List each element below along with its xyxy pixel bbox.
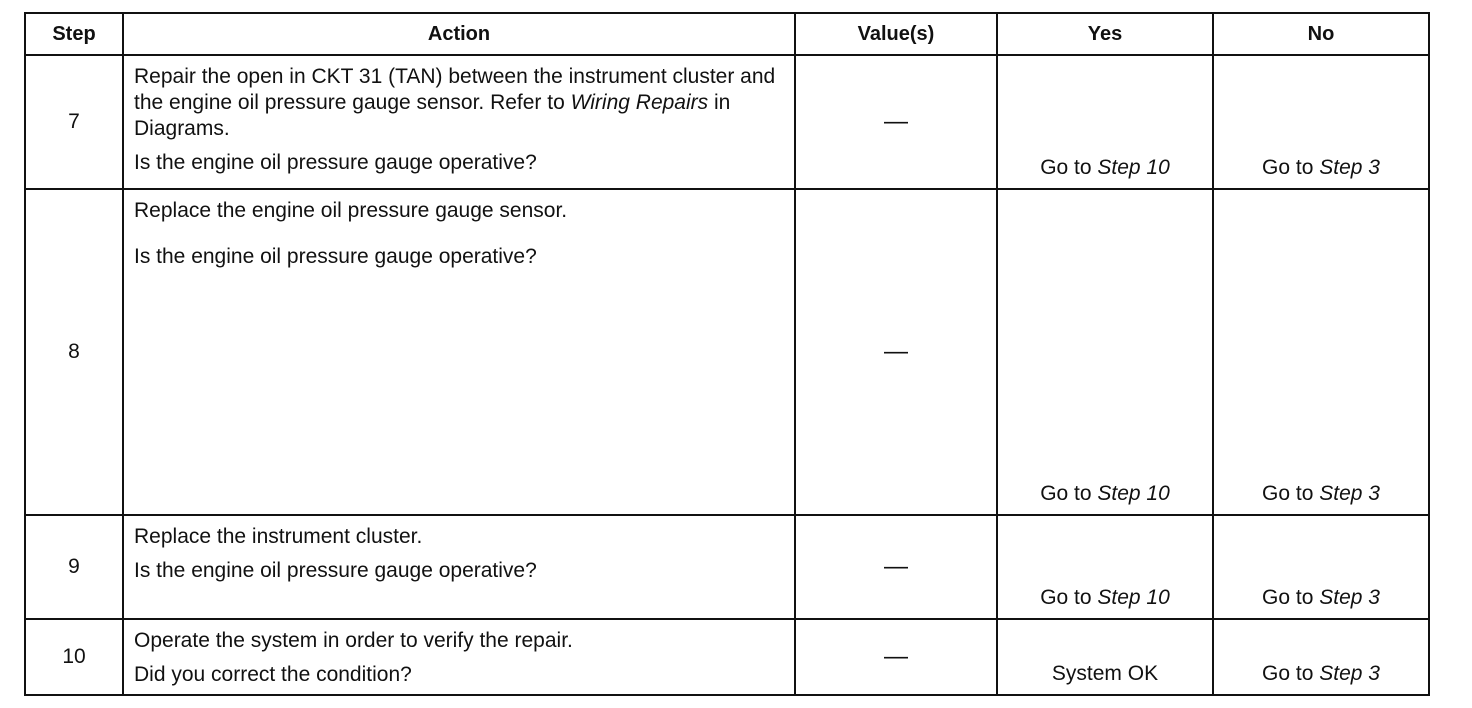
- value-cell: —: [795, 55, 997, 189]
- yes-step-link: Step 10: [1097, 156, 1170, 179]
- action-cell: [123, 189, 795, 515]
- table-row: [25, 619, 1429, 695]
- yes-text: Go to: [1040, 482, 1098, 505]
- action-text: Replace the instrument cluster.: [134, 525, 423, 548]
- action-question: Is the engine oil pressure gauge operative?: [134, 151, 537, 174]
- no-cell: [1213, 55, 1429, 189]
- no-step-link: Step 3: [1319, 662, 1380, 685]
- header-values: Value(s): [795, 13, 997, 55]
- step-number: 8: [25, 189, 123, 515]
- action-text: [134, 64, 784, 142]
- action-text: Replace the engine oil pressure gauge sensor.: [134, 199, 568, 222]
- yes-text: Go to: [1040, 586, 1098, 609]
- header-no: No: [1213, 13, 1429, 55]
- step-number: 10: [25, 619, 123, 695]
- yes-cell: System OK: [997, 619, 1213, 695]
- header-action: Action: [123, 13, 795, 55]
- action-question: Is the engine oil pressure gauge operative?: [134, 245, 537, 268]
- no-cell: [1213, 619, 1429, 695]
- no-step-link: Step 3: [1319, 482, 1380, 505]
- table-row: [25, 515, 1429, 619]
- action-cell: [123, 619, 795, 695]
- diagnostic-table: [24, 12, 1430, 696]
- table-row: [25, 55, 1429, 189]
- yes-cell: [997, 189, 1213, 515]
- yes-text: Go to: [1040, 156, 1098, 179]
- yes-step-link: Step 10: [1097, 586, 1170, 609]
- step-number: 9: [25, 515, 123, 619]
- no-step-link: Step 3: [1319, 586, 1380, 609]
- yes-step-link: Step 10: [1097, 482, 1170, 505]
- action-text: Operate the system in order to verify the repair.: [134, 629, 573, 652]
- step-number: 7: [25, 55, 123, 189]
- no-cell: [1213, 189, 1429, 515]
- action-text-part: in Diagrams.: [134, 91, 731, 140]
- yes-cell: [997, 515, 1213, 619]
- no-text: Go to: [1262, 156, 1320, 179]
- no-text: Go to: [1262, 662, 1320, 685]
- no-text: Go to: [1262, 482, 1320, 505]
- action-cell: [123, 515, 795, 619]
- action-question: Did you correct the condition?: [134, 663, 412, 686]
- no-step-link: Step 3: [1319, 156, 1380, 179]
- yes-cell: [997, 55, 1213, 189]
- header-yes: Yes: [997, 13, 1213, 55]
- action-cell: [123, 55, 795, 189]
- table-row: [25, 189, 1429, 515]
- header-step: Step: [25, 13, 123, 55]
- value-cell: —: [795, 515, 997, 619]
- no-text: Go to: [1262, 586, 1320, 609]
- header-row: [25, 13, 1429, 55]
- action-question: Is the engine oil pressure gauge operative?: [134, 559, 537, 582]
- no-cell: [1213, 515, 1429, 619]
- value-cell: —: [795, 189, 997, 515]
- value-cell: —: [795, 619, 997, 695]
- action-text-part: Repair the open in CKT 31 (TAN) between the instrument cluster and the engine oil pressure gauge sensor. Refer to: [134, 65, 776, 114]
- action-reference: Wiring Repairs: [570, 91, 709, 114]
